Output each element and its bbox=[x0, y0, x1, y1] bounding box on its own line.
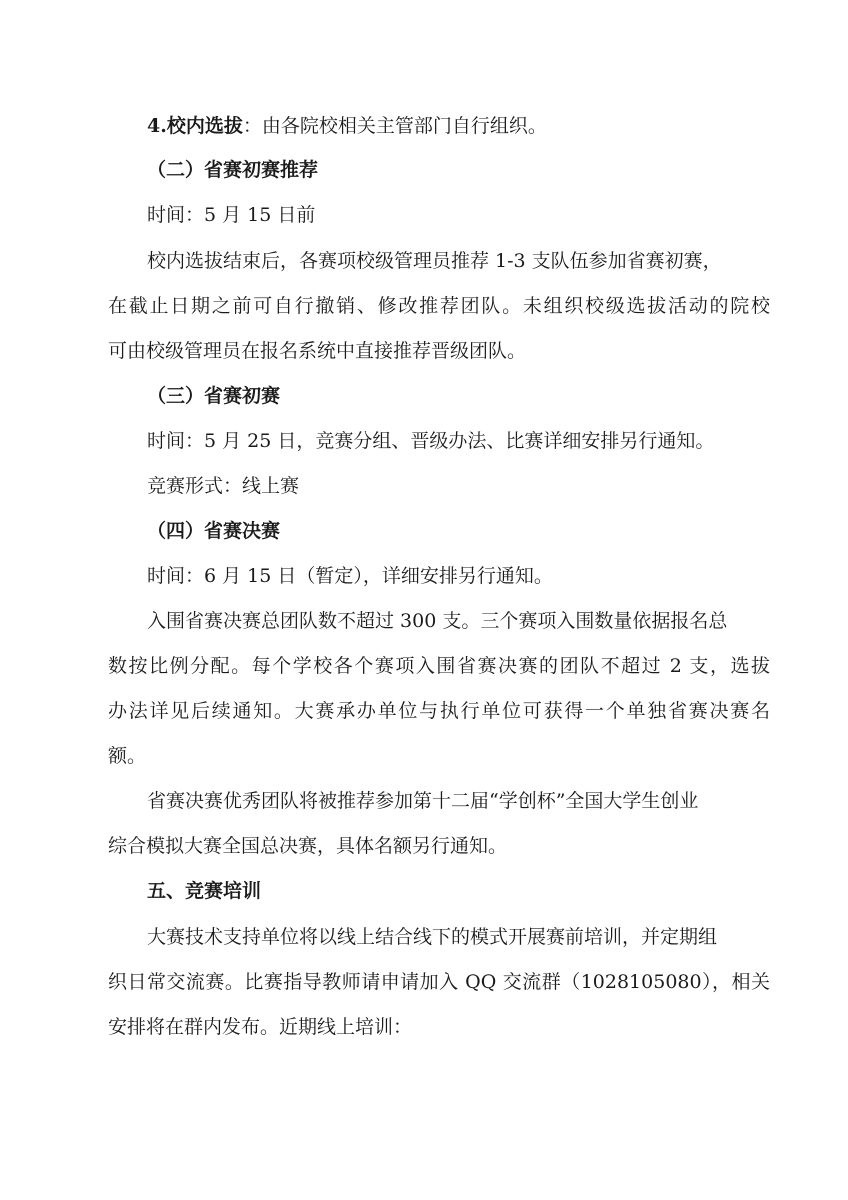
section4-para2-line-2: 综合模拟大赛全国总决赛，具体名额另行通知。 bbox=[108, 835, 508, 857]
chapter5-para-line-3: 安排将在群内发布。近期线上培训： bbox=[108, 1016, 413, 1038]
chapter5-para-line-2: 织日常交流赛。比赛指导教师请申请加入 QQ 交流群（1028105080），相关 bbox=[108, 971, 770, 993]
section4-para2-line-1: 省赛决赛优秀团队将被推荐参加第十二届“学创杯”全国大学生创业 bbox=[147, 790, 699, 812]
section4-time: 时间：6 月 15 日（暂定），详细安排另行通知。 bbox=[147, 565, 553, 587]
section3-format: 竞赛形式：线上赛 bbox=[147, 475, 300, 497]
section3-time: 时间：5 月 25 日，竞赛分组、晋级办法、比赛详细安排另行通知。 bbox=[147, 430, 715, 452]
section4-para1-line-4: 额。 bbox=[108, 745, 147, 767]
chapter5-para-line-1: 大赛技术支持单位将以线上结合线下的模式开展赛前培训，并定期组 bbox=[147, 926, 718, 948]
item4-text: ：由各院校相关主管部门自行组织。 bbox=[242, 115, 547, 137]
section4-heading: （四）省赛决赛 bbox=[147, 520, 281, 542]
item4-label: 4.校内选拔 bbox=[147, 115, 243, 137]
section2-para-line-2: 在截止日期之前可自行撤销、修改推荐团队。未组织校级选拔活动的院校 bbox=[108, 295, 770, 317]
item4-line bbox=[147, 113, 807, 139]
section4-para1-line-3: 办法详见后续通知。大赛承办单位与执行单位可获得一个单独省赛决赛名 bbox=[108, 700, 770, 722]
section3-heading: （三）省赛初赛 bbox=[147, 385, 281, 407]
chapter5-heading: 五、竞赛培训 bbox=[147, 880, 262, 902]
section2-heading: （二）省赛初赛推荐 bbox=[147, 159, 319, 181]
section4-para1-line-1: 入围省赛决赛总团队数不超过 300 支。三个赛项入围数量依据报名总 bbox=[147, 610, 728, 632]
section4-para1-line-2: 数按比例分配。每个学校各个赛项入围省赛决赛的团队不超过 2 支，选拔 bbox=[108, 655, 770, 677]
section2-para-line-3: 可由校级管理员在报名系统中直接推荐晋级团队。 bbox=[108, 340, 527, 362]
section2-para-line-1: 校内选拔结束后，各赛项校级管理员推荐 1-3 支队伍参加省赛初赛， bbox=[147, 250, 722, 272]
section2-time: 时间：5 月 15 日前 bbox=[147, 204, 316, 226]
